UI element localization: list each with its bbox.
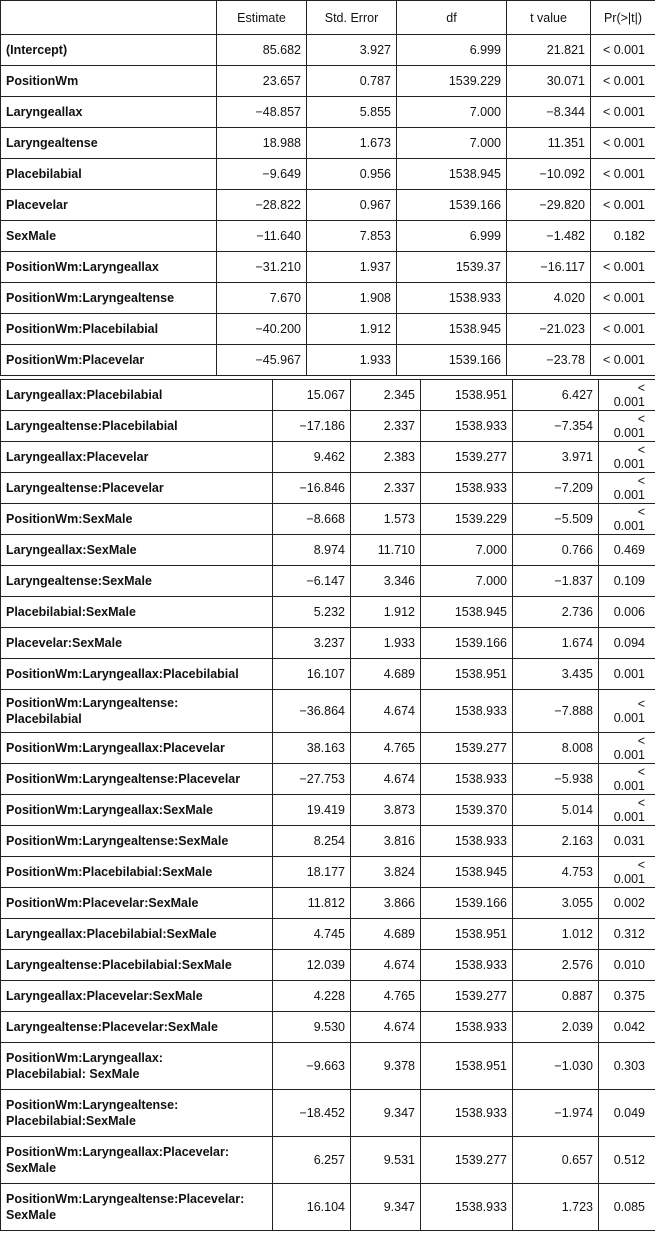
term-cell: Placevelar:SexMale <box>1 628 273 659</box>
t-value-cell: 21.821 <box>507 35 591 66</box>
df-cell: 1539.166 <box>421 628 513 659</box>
estimate-cell: 12.039 <box>273 950 351 981</box>
table-row <box>1 504 655 535</box>
std-error-cell: 9.378 <box>351 1043 421 1090</box>
term-cell: Laryngealtense:SexMale <box>1 566 273 597</box>
df-cell: 1538.933 <box>421 1090 513 1137</box>
table-row <box>1 221 655 252</box>
std-error-cell: 3.866 <box>351 888 421 919</box>
df-cell: 7.000 <box>397 128 507 159</box>
df-cell: 1539.277 <box>421 442 513 473</box>
table-row <box>1 1012 655 1043</box>
p-value-cell: < 0.001 <box>591 314 655 345</box>
p-value-cell: < 0.001 <box>599 795 655 826</box>
estimate-cell: −6.147 <box>273 566 351 597</box>
df-cell: 7.000 <box>421 566 513 597</box>
table-row <box>1 888 655 919</box>
term-cell: SexMale <box>1 221 217 252</box>
t-value-cell: −16.117 <box>507 252 591 283</box>
t-value-cell: 1.674 <box>513 628 599 659</box>
std-error-cell: 4.674 <box>351 690 421 733</box>
table-row <box>1 566 655 597</box>
term-cell: PositionWm:Laryngealtense <box>1 283 217 314</box>
term-cell: PositionWm:Placebilabial:SexMale <box>1 857 273 888</box>
estimate-cell: 23.657 <box>217 66 307 97</box>
term-cell: (Intercept) <box>1 35 217 66</box>
t-value-cell: 2.163 <box>513 826 599 857</box>
term-cell: Laryngeallax:Placevelar <box>1 442 273 473</box>
estimate-cell: −9.649 <box>217 159 307 190</box>
term-cell: Placebilabial <box>1 159 217 190</box>
t-value-cell: −10.092 <box>507 159 591 190</box>
t-value-cell: 2.039 <box>513 1012 599 1043</box>
estimate-cell: 85.682 <box>217 35 307 66</box>
df-cell: 1538.933 <box>421 764 513 795</box>
term-cell: PositionWm:Laryngeallax:Placevelar: SexMale <box>1 1137 273 1184</box>
t-value-cell: −7.888 <box>513 690 599 733</box>
table-row <box>1 733 655 764</box>
p-value-cell: < 0.001 <box>591 283 655 314</box>
t-value-cell: 0.766 <box>513 535 599 566</box>
estimate-cell: 11.812 <box>273 888 351 919</box>
table-row <box>1 66 655 97</box>
t-value-cell: −1.030 <box>513 1043 599 1090</box>
estimate-cell: 4.745 <box>273 919 351 950</box>
p-value-cell: 0.182 <box>591 221 655 252</box>
std-error-cell: 3.346 <box>351 566 421 597</box>
table-row <box>1 473 655 504</box>
term-cell: PositionWm:Placevelar <box>1 345 217 376</box>
p-value-cell: 0.010 <box>599 950 655 981</box>
table-row <box>1 1137 655 1184</box>
header-df: df <box>397 1 507 35</box>
table-row <box>1 690 655 733</box>
term-cell: PositionWm:Laryngeallax:Placebilabial <box>1 659 273 690</box>
t-value-cell: −21.023 <box>507 314 591 345</box>
df-cell: 1538.951 <box>421 919 513 950</box>
term-cell: Placebilabial:SexMale <box>1 597 273 628</box>
p-value-cell: < 0.001 <box>591 252 655 283</box>
std-error-cell: 1.933 <box>351 628 421 659</box>
term-cell: Laryngeallax:Placevelar:SexMale <box>1 981 273 1012</box>
std-error-cell: 2.337 <box>351 411 421 442</box>
table-row <box>1 1043 655 1090</box>
estimate-cell: −16.846 <box>273 473 351 504</box>
header-t-value: t value <box>507 1 591 35</box>
estimate-cell: 15.067 <box>273 380 351 411</box>
std-error-cell: 4.674 <box>351 1012 421 1043</box>
std-error-cell: 4.689 <box>351 919 421 950</box>
header-term <box>1 1 217 35</box>
term-cell: PositionWm:SexMale <box>1 504 273 535</box>
table-row <box>1 97 655 128</box>
df-cell: 1538.945 <box>397 159 507 190</box>
std-error-cell: 3.824 <box>351 857 421 888</box>
std-error-cell: 3.927 <box>307 35 397 66</box>
p-value-cell: < 0.001 <box>599 504 655 535</box>
table-row <box>1 252 655 283</box>
term-cell: PositionWm:Laryngeallax:Placevelar <box>1 733 273 764</box>
t-value-cell: 8.008 <box>513 733 599 764</box>
table-row <box>1 919 655 950</box>
std-error-cell: 4.689 <box>351 659 421 690</box>
p-value-cell: < 0.001 <box>591 128 655 159</box>
std-error-cell: 1.673 <box>307 128 397 159</box>
table-row <box>1 190 655 221</box>
estimate-cell: −18.452 <box>273 1090 351 1137</box>
estimate-cell: −40.200 <box>217 314 307 345</box>
table-row <box>1 1090 655 1137</box>
term-cell: PositionWm:Laryngealtense:SexMale <box>1 826 273 857</box>
term-cell: Laryngealtense:Placevelar <box>1 473 273 504</box>
std-error-cell: 4.674 <box>351 950 421 981</box>
std-error-cell: 1.912 <box>351 597 421 628</box>
term-cell: PositionWm:Placebilabial <box>1 314 217 345</box>
p-value-cell: 0.312 <box>599 919 655 950</box>
term-cell: Laryngeallax:Placebilabial <box>1 380 273 411</box>
df-cell: 1539.277 <box>421 981 513 1012</box>
std-error-cell: 2.337 <box>351 473 421 504</box>
t-value-cell: 0.887 <box>513 981 599 1012</box>
estimate-cell: 18.177 <box>273 857 351 888</box>
table-row <box>1 795 655 826</box>
df-cell: 7.000 <box>397 97 507 128</box>
std-error-cell: 4.765 <box>351 981 421 1012</box>
term-cell: PositionWm <box>1 66 217 97</box>
std-error-cell: 1.908 <box>307 283 397 314</box>
t-value-cell: 4.753 <box>513 857 599 888</box>
t-value-cell: 3.971 <box>513 442 599 473</box>
p-value-cell: < 0.001 <box>599 442 655 473</box>
table-row <box>1 411 655 442</box>
p-value-cell: < 0.001 <box>591 190 655 221</box>
p-value-cell: 0.109 <box>599 566 655 597</box>
t-value-cell: −5.509 <box>513 504 599 535</box>
df-cell: 1539.277 <box>421 1137 513 1184</box>
df-cell: 1539.370 <box>421 795 513 826</box>
table-row <box>1 628 655 659</box>
estimate-cell: 18.988 <box>217 128 307 159</box>
p-value-cell: < 0.001 <box>591 66 655 97</box>
df-cell: 1538.945 <box>421 857 513 888</box>
p-value-cell: < 0.001 <box>591 159 655 190</box>
p-value-cell: < 0.001 <box>599 380 655 411</box>
p-value-cell: < 0.001 <box>599 764 655 795</box>
term-cell: Laryngeallax <box>1 97 217 128</box>
p-value-cell: < 0.001 <box>599 473 655 504</box>
p-value-cell: 0.001 <box>599 659 655 690</box>
df-cell: 1538.933 <box>421 1012 513 1043</box>
t-value-cell: 3.055 <box>513 888 599 919</box>
df-cell: 1538.933 <box>421 1184 513 1231</box>
estimate-cell: −31.210 <box>217 252 307 283</box>
df-cell: 1539.166 <box>397 190 507 221</box>
estimate-cell: 8.974 <box>273 535 351 566</box>
estimate-cell: −48.857 <box>217 97 307 128</box>
t-value-cell: 30.071 <box>507 66 591 97</box>
table-row <box>1 442 655 473</box>
estimate-cell: −8.668 <box>273 504 351 535</box>
t-value-cell: 1.012 <box>513 919 599 950</box>
std-error-cell: 9.531 <box>351 1137 421 1184</box>
estimate-cell: 3.237 <box>273 628 351 659</box>
estimate-cell: −27.753 <box>273 764 351 795</box>
header-p-value: Pr(>|t|) <box>591 1 655 35</box>
df-cell: 1538.951 <box>421 659 513 690</box>
df-cell: 1538.951 <box>421 380 513 411</box>
table-row <box>1 659 655 690</box>
t-value-cell: 11.351 <box>507 128 591 159</box>
df-cell: 1538.933 <box>397 283 507 314</box>
t-value-cell: −8.344 <box>507 97 591 128</box>
term-cell: Laryngeallax:SexMale <box>1 535 273 566</box>
df-cell: 6.999 <box>397 221 507 252</box>
table-row <box>1 857 655 888</box>
p-value-cell: 0.094 <box>599 628 655 659</box>
t-value-cell: −5.938 <box>513 764 599 795</box>
estimate-cell: 19.419 <box>273 795 351 826</box>
estimate-cell: 4.228 <box>273 981 351 1012</box>
std-error-cell: 4.765 <box>351 733 421 764</box>
coefficients-table-interactions <box>0 379 655 1231</box>
p-value-cell: < 0.001 <box>591 97 655 128</box>
t-value-cell: −7.354 <box>513 411 599 442</box>
std-error-cell: 0.787 <box>307 66 397 97</box>
std-error-cell: 0.967 <box>307 190 397 221</box>
table-row <box>1 950 655 981</box>
table-row <box>1 314 655 345</box>
estimate-cell: 16.107 <box>273 659 351 690</box>
estimate-cell: −45.967 <box>217 345 307 376</box>
p-value-cell: 0.049 <box>599 1090 655 1137</box>
header-row <box>1 1 655 35</box>
estimate-cell: −36.864 <box>273 690 351 733</box>
std-error-cell: 9.347 <box>351 1184 421 1231</box>
t-value-cell: −29.820 <box>507 190 591 221</box>
std-error-cell: 1.937 <box>307 252 397 283</box>
p-value-cell: < 0.001 <box>599 411 655 442</box>
df-cell: 1539.229 <box>421 504 513 535</box>
df-cell: 1538.933 <box>421 950 513 981</box>
term-cell: PositionWm:Laryngealtense: Placebilabial <box>1 690 273 733</box>
table-row <box>1 159 655 190</box>
t-value-cell: 0.657 <box>513 1137 599 1184</box>
term-cell: Laryngealtense <box>1 128 217 159</box>
std-error-cell: 2.383 <box>351 442 421 473</box>
estimate-cell: −17.186 <box>273 411 351 442</box>
table-row <box>1 35 655 66</box>
p-value-cell: 0.031 <box>599 826 655 857</box>
p-value-cell: 0.006 <box>599 597 655 628</box>
estimate-cell: 9.530 <box>273 1012 351 1043</box>
df-cell: 1538.951 <box>421 1043 513 1090</box>
std-error-cell: 2.345 <box>351 380 421 411</box>
p-value-cell: 0.375 <box>599 981 655 1012</box>
table-row <box>1 764 655 795</box>
std-error-cell: 1.933 <box>307 345 397 376</box>
term-cell: Laryngeallax:Placebilabial:SexMale <box>1 919 273 950</box>
df-cell: 1538.933 <box>421 826 513 857</box>
df-cell: 1539.166 <box>421 888 513 919</box>
estimate-cell: −28.822 <box>217 190 307 221</box>
std-error-cell: 1.573 <box>351 504 421 535</box>
p-value-cell: 0.512 <box>599 1137 655 1184</box>
df-cell: 1538.945 <box>421 597 513 628</box>
std-error-cell: 1.912 <box>307 314 397 345</box>
estimate-cell: 7.670 <box>217 283 307 314</box>
p-value-cell: 0.042 <box>599 1012 655 1043</box>
t-value-cell: −7.209 <box>513 473 599 504</box>
t-value-cell: 3.435 <box>513 659 599 690</box>
p-value-cell: 0.303 <box>599 1043 655 1090</box>
table-row <box>1 380 655 411</box>
df-cell: 1539.37 <box>397 252 507 283</box>
estimate-cell: 8.254 <box>273 826 351 857</box>
t-value-cell: −1.974 <box>513 1090 599 1137</box>
p-value-cell: < 0.001 <box>599 733 655 764</box>
p-value-cell: < 0.001 <box>591 35 655 66</box>
df-cell: 1539.229 <box>397 66 507 97</box>
term-cell: PositionWm:Laryngeallax: Placebilabial: SexMale <box>1 1043 273 1090</box>
term-cell: PositionWm:Placevelar:SexMale <box>1 888 273 919</box>
t-value-cell: 2.736 <box>513 597 599 628</box>
df-cell: 1538.945 <box>397 314 507 345</box>
table-row <box>1 981 655 1012</box>
df-cell: 1538.933 <box>421 473 513 504</box>
p-value-cell: 0.085 <box>599 1184 655 1231</box>
term-cell: Placevelar <box>1 190 217 221</box>
table-row <box>1 826 655 857</box>
table-row <box>1 597 655 628</box>
table-row <box>1 128 655 159</box>
p-value-cell: < 0.001 <box>599 857 655 888</box>
table-row <box>1 283 655 314</box>
t-value-cell: −23.78 <box>507 345 591 376</box>
term-cell: PositionWm:Laryngealtense: Placebilabial:SexMale <box>1 1090 273 1137</box>
df-cell: 6.999 <box>397 35 507 66</box>
estimate-cell: −9.663 <box>273 1043 351 1090</box>
estimate-cell: 9.462 <box>273 442 351 473</box>
t-value-cell: 5.014 <box>513 795 599 826</box>
term-cell: Laryngealtense:Placevelar:SexMale <box>1 1012 273 1043</box>
t-value-cell: 2.576 <box>513 950 599 981</box>
table-row <box>1 535 655 566</box>
t-value-cell: 1.723 <box>513 1184 599 1231</box>
t-value-cell: 6.427 <box>513 380 599 411</box>
df-cell: 1538.933 <box>421 690 513 733</box>
term-cell: PositionWm:Laryngeallax <box>1 252 217 283</box>
p-value-cell: < 0.001 <box>591 345 655 376</box>
table-row <box>1 345 655 376</box>
df-cell: 7.000 <box>421 535 513 566</box>
term-cell: PositionWm:Laryngealtense:Placevelar <box>1 764 273 795</box>
term-cell: Laryngealtense:Placebilabial:SexMale <box>1 950 273 981</box>
estimate-cell: −11.640 <box>217 221 307 252</box>
std-error-cell: 5.855 <box>307 97 397 128</box>
estimate-cell: 6.257 <box>273 1137 351 1184</box>
df-cell: 1539.166 <box>397 345 507 376</box>
coefficients-table-main-effects <box>0 0 655 376</box>
std-error-cell: 11.710 <box>351 535 421 566</box>
std-error-cell: 9.347 <box>351 1090 421 1137</box>
p-value-cell: 0.469 <box>599 535 655 566</box>
std-error-cell: 3.816 <box>351 826 421 857</box>
t-value-cell: 4.020 <box>507 283 591 314</box>
header-std-error: Std. Error <box>307 1 397 35</box>
p-value-cell: < 0.001 <box>599 690 655 733</box>
estimate-cell: 16.104 <box>273 1184 351 1231</box>
t-value-cell: −1.482 <box>507 221 591 252</box>
term-cell: PositionWm:Laryngeallax:SexMale <box>1 795 273 826</box>
term-cell: Laryngealtense:Placebilabial <box>1 411 273 442</box>
p-value-cell: 0.002 <box>599 888 655 919</box>
df-cell: 1539.277 <box>421 733 513 764</box>
header-estimate: Estimate <box>217 1 307 35</box>
t-value-cell: −1.837 <box>513 566 599 597</box>
std-error-cell: 3.873 <box>351 795 421 826</box>
df-cell: 1538.933 <box>421 411 513 442</box>
std-error-cell: 4.674 <box>351 764 421 795</box>
estimate-cell: 5.232 <box>273 597 351 628</box>
std-error-cell: 0.956 <box>307 159 397 190</box>
term-cell: PositionWm:Laryngealtense:Placevelar: SexMale <box>1 1184 273 1231</box>
table-row <box>1 1184 655 1231</box>
estimate-cell: 38.163 <box>273 733 351 764</box>
std-error-cell: 7.853 <box>307 221 397 252</box>
